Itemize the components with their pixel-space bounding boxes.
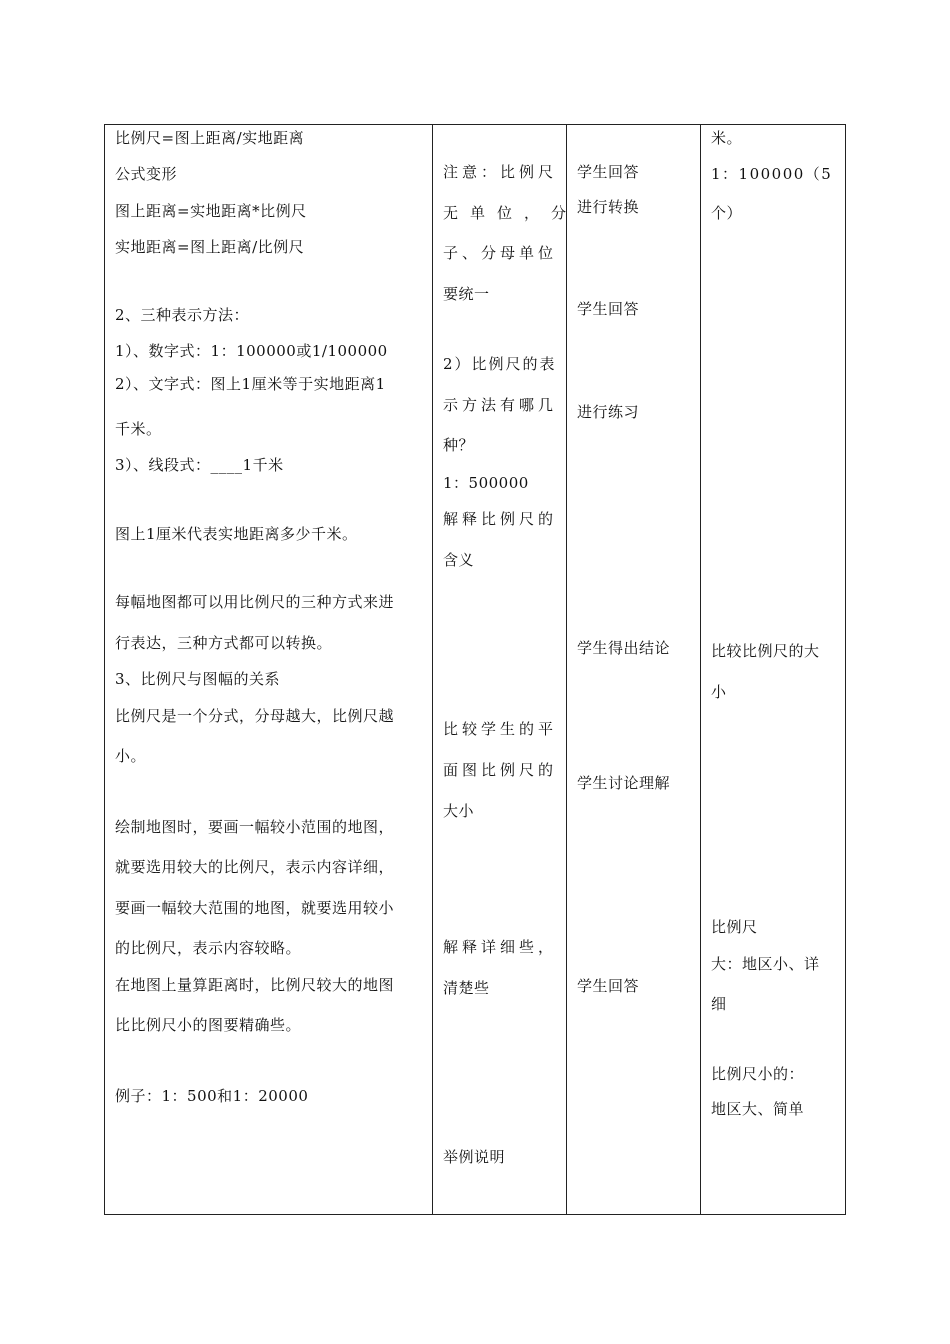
text-line: 子、分母单位 bbox=[443, 244, 558, 262]
text-line: 举例说明 bbox=[443, 1148, 506, 1166]
text-line: 进行练习 bbox=[577, 403, 640, 421]
text-line: 要统一 bbox=[443, 285, 490, 303]
text-line: 学生得出结论 bbox=[577, 639, 671, 657]
text-line: 种？ bbox=[443, 436, 475, 454]
text-line: 大小 bbox=[443, 802, 475, 820]
text-line: 1）、数字式：1：100000或1/100000 bbox=[115, 342, 388, 360]
text-line: 进行转换 bbox=[577, 198, 640, 216]
text-line: 2、三种表示方法： bbox=[115, 306, 250, 324]
text-line: 1：500000 bbox=[443, 474, 529, 492]
text-line: 注意：比例尺 bbox=[443, 163, 558, 181]
text-line: 图上距离=实地距离*比例尺 bbox=[115, 202, 307, 220]
text-line: 细 bbox=[711, 995, 727, 1013]
text-line: 大：地区小、详 bbox=[711, 955, 820, 973]
text-line: 个） bbox=[711, 204, 743, 222]
lesson-table bbox=[104, 124, 846, 1215]
text-line: 清楚些 bbox=[443, 979, 490, 997]
text-line: 比例尺 bbox=[711, 918, 758, 936]
text-line: 比例尺=图上距离/实地距离 bbox=[115, 129, 305, 147]
text-line: 3、比例尺与图幅的关系 bbox=[115, 670, 281, 688]
text-line: 学生回答 bbox=[577, 163, 640, 181]
text-line bbox=[711, 164, 832, 184]
text-line: 在地图上量算距离时，比例尺较大的地图 bbox=[115, 976, 395, 994]
text-line: 图上1厘米代表实地距离多少千米。 bbox=[115, 525, 358, 543]
text-line: 学生回答 bbox=[577, 300, 640, 318]
text-line: 面图比例尺的 bbox=[443, 761, 558, 779]
text-line: 比较比例尺的大 bbox=[711, 642, 820, 660]
text-line: 米。 bbox=[711, 129, 743, 147]
text-line: 比例尺小的： bbox=[711, 1065, 805, 1083]
text-line: 示方法有哪几 bbox=[443, 396, 558, 414]
text-line: 2）、文字式：图上1厘米等于实地距离1 bbox=[115, 375, 386, 393]
text-line: 小 bbox=[711, 683, 727, 701]
content-column bbox=[105, 125, 432, 1214]
text-line: 小。 bbox=[115, 747, 147, 765]
text-line: 含义 bbox=[443, 551, 475, 569]
text-line: 就要选用较大的比例尺，表示内容详细， bbox=[115, 858, 395, 876]
text-line: 例子：1：500和1：20000 bbox=[115, 1087, 309, 1105]
text-line: 地区大、简单 bbox=[711, 1100, 805, 1118]
student-column bbox=[567, 125, 700, 1214]
text-line: 公式变形 bbox=[115, 165, 178, 183]
text-line: 每幅地图都可以用比例尺的三种方式来进 bbox=[115, 593, 395, 611]
text-line: 要画一幅较大范围的地图，就要选用较小 bbox=[115, 899, 395, 917]
text-line: 千米。 bbox=[115, 420, 162, 438]
text-line: 的比例尺，表示内容较略。 bbox=[115, 939, 302, 957]
text-line: 学生回答 bbox=[577, 977, 640, 995]
text-line: 解释比例尺的 bbox=[443, 510, 558, 528]
text-line: 3）、线段式：____1千米 bbox=[115, 456, 284, 474]
teacher-column bbox=[433, 125, 579, 1214]
text-line: 实地距离=图上距离/比例尺 bbox=[115, 238, 305, 256]
text-line: 学生讨论理解 bbox=[577, 774, 671, 792]
ratio-text: 1：100000（5 bbox=[711, 165, 833, 183]
text-line: 无单位，分 bbox=[443, 204, 579, 222]
text-line: 比例尺是一个分式，分母越大，比例尺越 bbox=[115, 707, 395, 725]
text-line: 比比例尺小的图要精确些。 bbox=[115, 1016, 302, 1034]
text-line: 行表达，三种方式都可以转换。 bbox=[115, 634, 333, 652]
text-line: 2）比例尺的表 bbox=[443, 355, 557, 373]
text-line: 绘制地图时，要画一幅较小范围的地图， bbox=[115, 818, 395, 836]
text-line: 解释详细些， bbox=[443, 938, 558, 956]
text-line: 比较学生的平 bbox=[443, 720, 558, 738]
notes-column bbox=[701, 125, 846, 1214]
